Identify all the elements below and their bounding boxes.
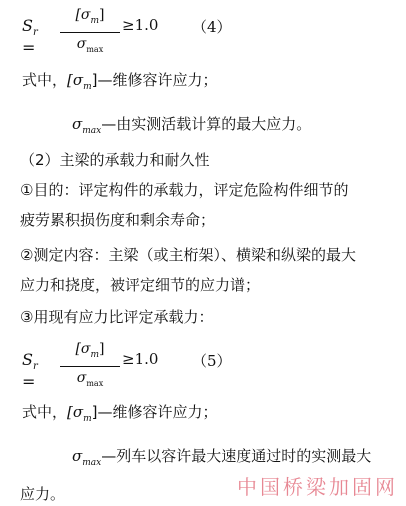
section-heading-2: （2）主梁的承载力和耐久性 xyxy=(20,151,210,169)
watermark-logo: 中国桥梁加固网 xyxy=(237,475,398,499)
formula-4-rhs: ≥1.0 xyxy=(122,16,159,34)
item-1-line-2: 疲劳累积损伤度和剩余寿命； xyxy=(20,211,216,229)
definition-sigma-m-1: 式中，$[\sigma_m]—$维修容许应力； xyxy=(22,71,218,92)
formula-5-fraction: $[\sigma_m]$ $\sigma_{max}$ xyxy=(60,340,120,393)
formula-5-rhs: ≥1.0 xyxy=(122,350,159,368)
item-3-line-1: ③用现有应力比评定承载力： xyxy=(20,308,214,326)
item-1-line-1: ①目的：评定构件的承载力，评定危险构件细节的 xyxy=(20,181,349,199)
formula-4-lhs: $S_r$ = xyxy=(22,16,38,58)
formula-5-lhs: $S_r$ = xyxy=(22,350,38,392)
definition-sigma-max-2-cont: 应力。 xyxy=(20,485,66,503)
item-2-line-1: ②测定内容：主梁（或主桁架）、横梁和纵梁的最大 xyxy=(20,246,356,264)
formula-4-fraction: $[\sigma_m]$ $\sigma_{max}$ xyxy=(60,6,120,59)
formula-4-number: （4） xyxy=(192,18,232,36)
item-2-line-2: 应力和挠度，被评定细节的应力谱； xyxy=(20,276,261,294)
formula-5-number: （5） xyxy=(192,352,232,370)
definition-sigma-max-2: $\sigma_{max}—$列车以容许最大速度通过时的实测最大 xyxy=(72,447,372,468)
definition-sigma-m-2: 式中，$[\sigma_m]—$维修容许应力； xyxy=(22,403,218,424)
definition-sigma-max-1: $\sigma_{max}—$由实测活载计算的最大应力。 xyxy=(72,115,312,136)
